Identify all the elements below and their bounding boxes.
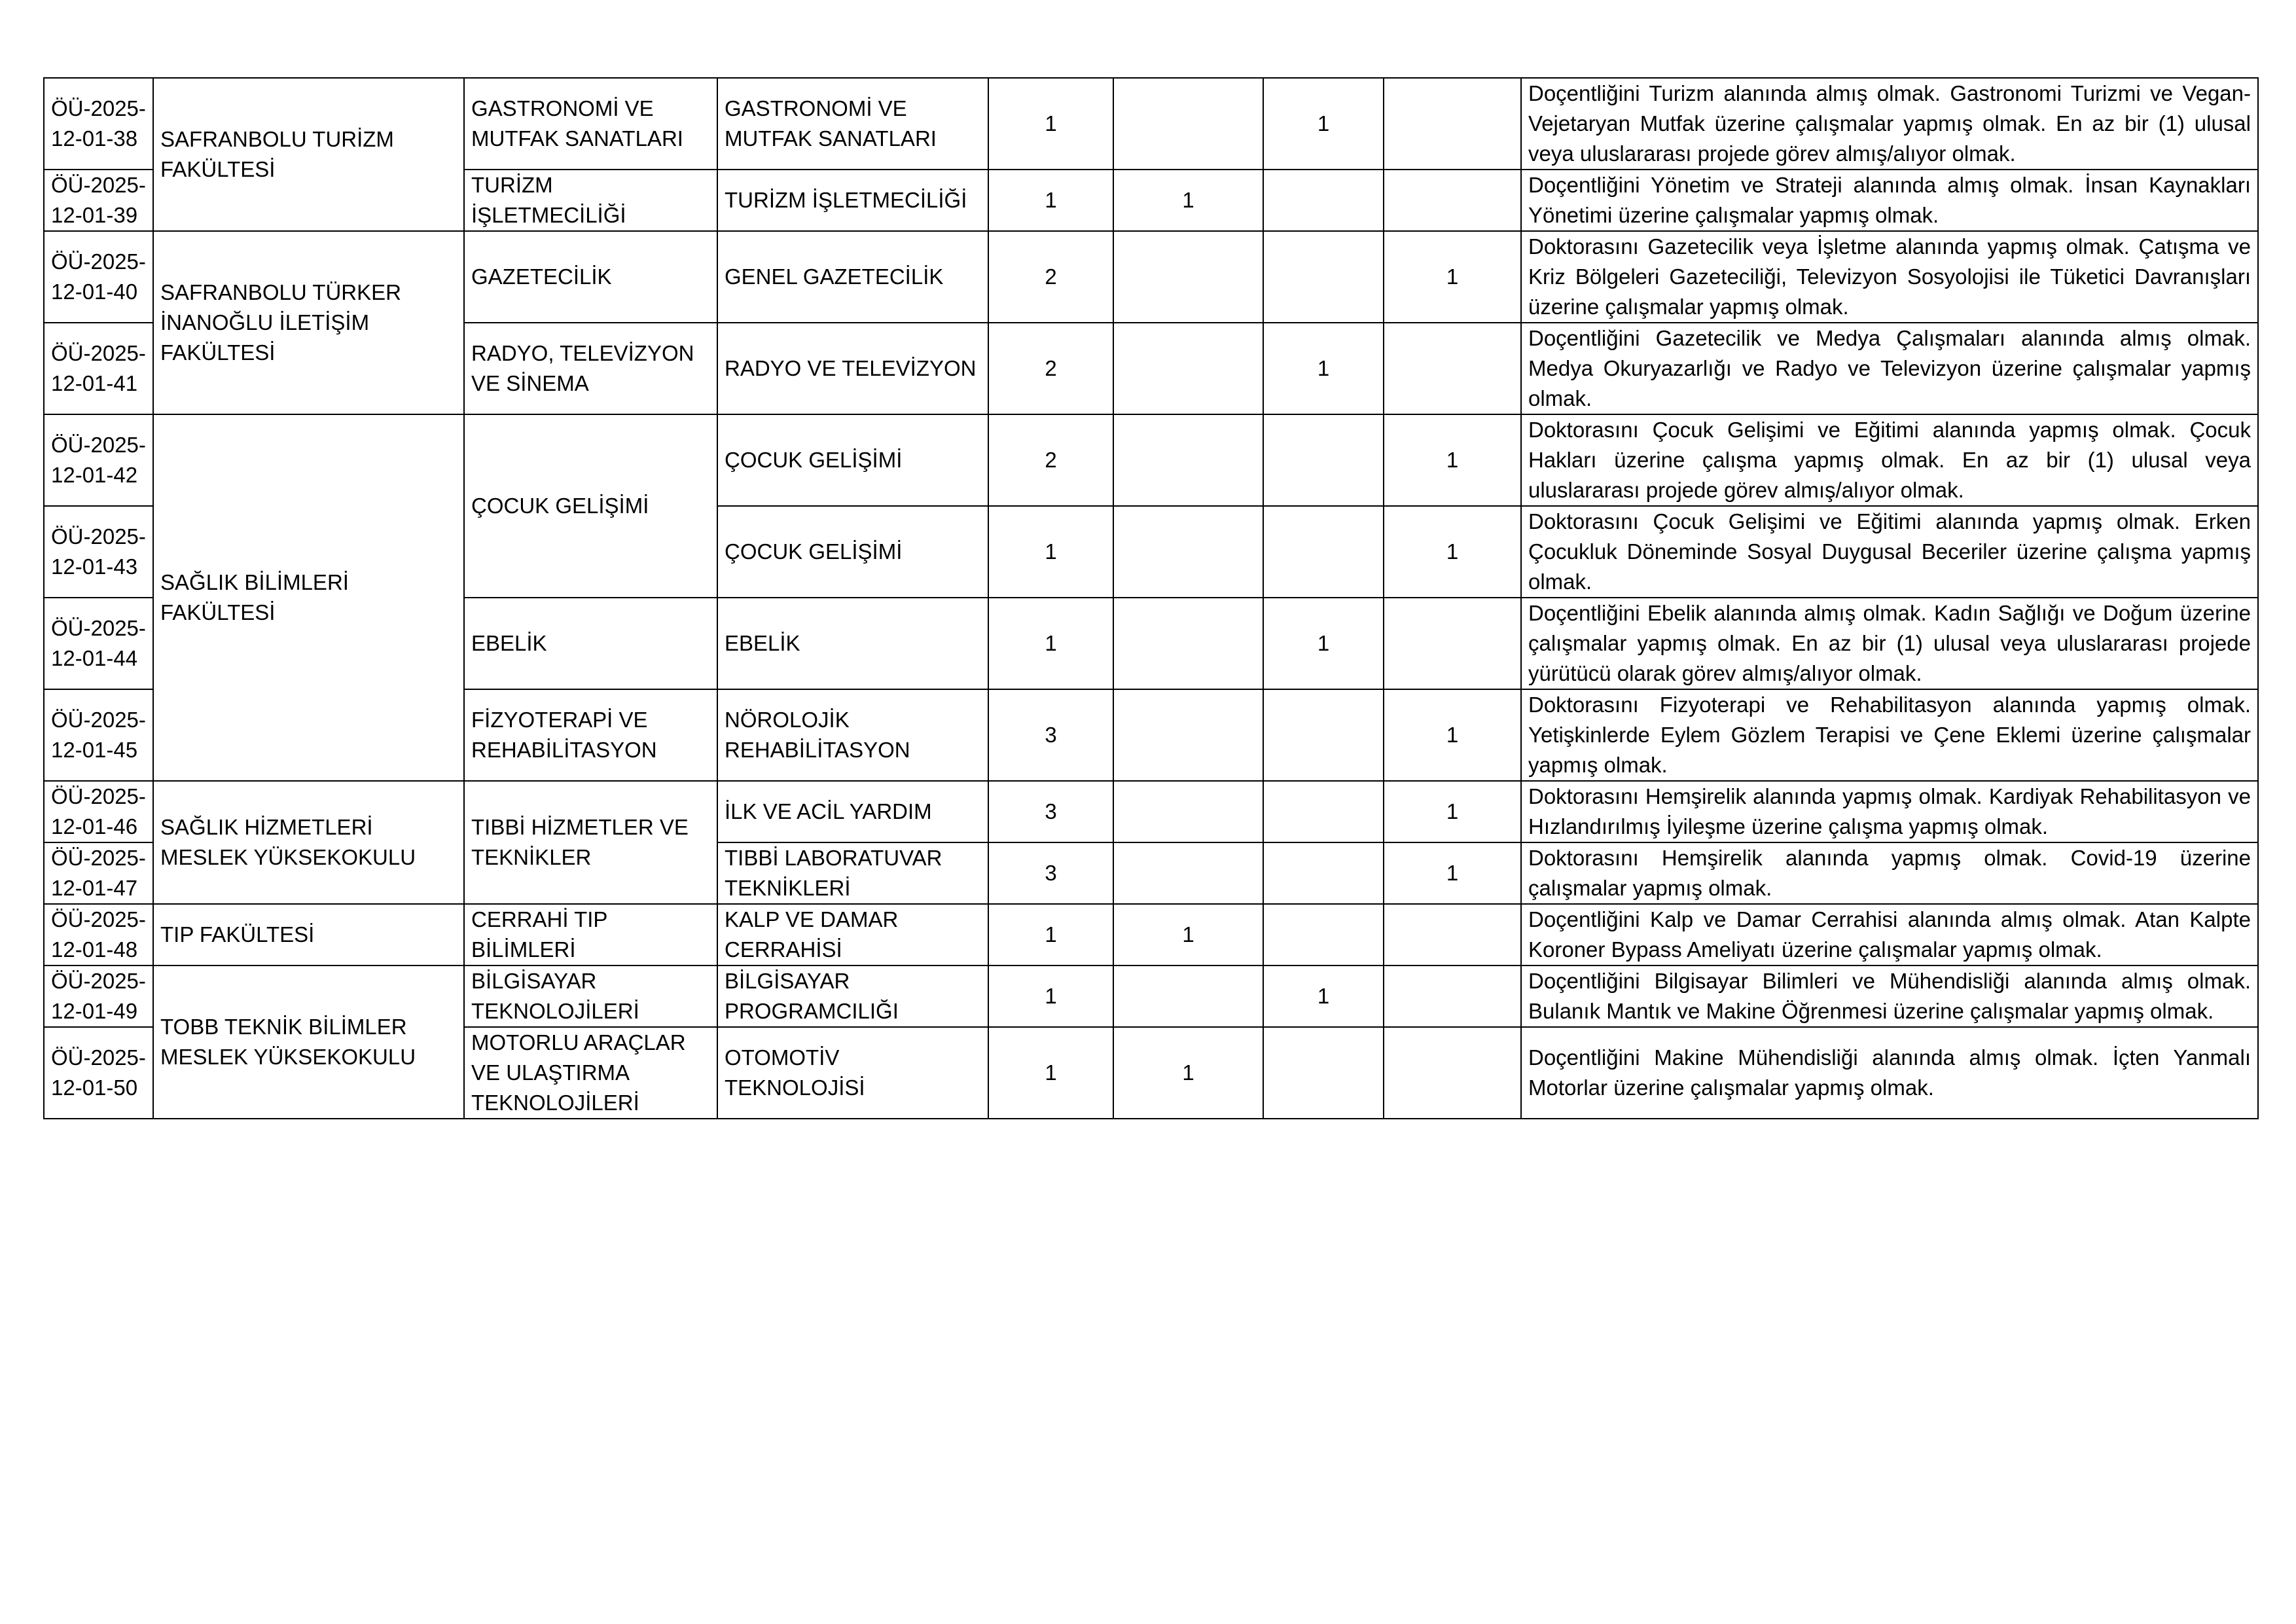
assistant-professor-count: 1 [1384, 231, 1521, 323]
assistant-professor-count: 1 [1384, 414, 1521, 506]
professor-count [1113, 689, 1263, 781]
assistant-professor-count: 1 [1384, 506, 1521, 598]
position-count: 1 [988, 965, 1113, 1027]
associate-professor-count [1263, 689, 1384, 781]
department-name: CERRAHİ TIP BİLİMLERİ [464, 904, 717, 965]
department-name: GASTRONOMİ VE MUTFAK SANATLARI [464, 78, 717, 170]
associate-professor-count: 1 [1263, 598, 1384, 689]
professor-count: 1 [1113, 170, 1263, 231]
table-row [44, 965, 2258, 1027]
ilan-code: ÖÜ-2025-12-01-40 [44, 231, 153, 323]
associate-professor-count [1263, 1027, 1384, 1119]
department-name: ÇOCUK GELİŞİMİ [464, 414, 717, 598]
program-name: BİLGİSAYAR PROGRAMCILIĞI [717, 965, 988, 1027]
ilan-code: ÖÜ-2025-12-01-50 [44, 1027, 153, 1119]
associate-professor-count [1263, 506, 1384, 598]
associate-professor-count: 1 [1263, 78, 1384, 170]
professor-count [1113, 78, 1263, 170]
requirements-text: Doktorasını Çocuk Gelişimi ve Eğitimi alanında yapmış olmak. Erken Çocukluk Döneminde Sosyal Duygusal Beceriler üzerine çalışma yapmış olmak. [1521, 506, 2258, 598]
requirements-text: Doktorasını Fizyoterapi ve Rehabilitasyon alanında yapmış olmak. Yetişkinlerde Eylem Gözlem Terapisi ve Çene Eklemi üzerine çalışmalar yapmış olmak. [1521, 689, 2258, 781]
position-count: 2 [988, 231, 1113, 323]
requirements-text: Doçentliğini Turizm alanında almış olmak. Gastronomi Turizmi ve Vegan-Vejetaryan Mutfak üzerine çalışmalar yapmış olmak. En az bir (1) ulusal veya uluslararası projede görev almış/alıyor olmak. [1521, 78, 2258, 170]
position-count: 3 [988, 842, 1113, 904]
table-row [44, 231, 2258, 323]
faculty-name: SAĞLIK HİZMETLERİ MESLEK YÜKSEKOKULU [153, 781, 464, 904]
ilan-code: ÖÜ-2025-12-01-43 [44, 506, 153, 598]
faculty-name: TIP FAKÜLTESİ [153, 904, 464, 965]
assistant-professor-count [1384, 170, 1521, 231]
requirements-text: Doçentliğini Ebelik alanında almış olmak. Kadın Sağlığı ve Doğum üzerine çalışmalar yapmış olmak. En az bir (1) ulusal veya uluslararası projede yürütücü olarak görev almış/alıyor olmak. [1521, 598, 2258, 689]
department-name: RADYO, TELEVİZYON VE SİNEMA [464, 323, 717, 414]
position-count: 1 [988, 598, 1113, 689]
requirements-text: Doktorasını Gazetecilik veya İşletme alanında yapmış olmak. Çatışma ve Kriz Bölgeleri Gazeteciliği, Televizyon Sosyolojisi ile Tüketici Davranışları üzerine çalışmalar yapmış olmak. [1521, 231, 2258, 323]
ilan-code: ÖÜ-2025-12-01-39 [44, 170, 153, 231]
faculty-name: SAFRANBOLU TURİZM FAKÜLTESİ [153, 78, 464, 231]
department-name: GAZETECİLİK [464, 231, 717, 323]
requirements-text: Doçentliğini Kalp ve Damar Cerrahisi alanında almış olmak. Atan Kalpte Koroner Bypass Ameliyatı üzerine çalışmalar yapmış olmak. [1521, 904, 2258, 965]
requirements-text: Doktorasını Hemşirelik alanında yapmış olmak. Covid-19 üzerine çalışmalar yapmış olmak. [1521, 842, 2258, 904]
assistant-professor-count [1384, 965, 1521, 1027]
program-name: TIBBİ LABORATUVAR TEKNİKLERİ [717, 842, 988, 904]
ilan-code: ÖÜ-2025-12-01-41 [44, 323, 153, 414]
program-name: KALP VE DAMAR CERRAHİSİ [717, 904, 988, 965]
faculty-name: SAFRANBOLU TÜRKER İNANOĞLU İLETİŞİM FAKÜLTESİ [153, 231, 464, 414]
ilan-code: ÖÜ-2025-12-01-46 [44, 781, 153, 842]
assistant-professor-count [1384, 1027, 1521, 1119]
associate-professor-count [1263, 170, 1384, 231]
requirements-text: Doçentliğini Gazetecilik ve Medya Çalışmaları alanında almış olmak. Medya Okuryazarlığı ve Radyo ve Televizyon üzerine çalışmalar yapmış olmak. [1521, 323, 2258, 414]
department-name: FİZYOTERAPİ VE REHABİLİTASYON [464, 689, 717, 781]
position-count: 1 [988, 506, 1113, 598]
program-name: GENEL GAZETECİLİK [717, 231, 988, 323]
ilan-code: ÖÜ-2025-12-01-42 [44, 414, 153, 506]
department-name: EBELİK [464, 598, 717, 689]
ilan-code: ÖÜ-2025-12-01-47 [44, 842, 153, 904]
professor-count [1113, 323, 1263, 414]
ilan-code: ÖÜ-2025-12-01-49 [44, 965, 153, 1027]
ilan-code: ÖÜ-2025-12-01-45 [44, 689, 153, 781]
professor-count [1113, 598, 1263, 689]
assistant-professor-count [1384, 598, 1521, 689]
professor-count: 1 [1113, 904, 1263, 965]
professor-count [1113, 781, 1263, 842]
ilan-code: ÖÜ-2025-12-01-38 [44, 78, 153, 170]
program-name: RADYO VE TELEVİZYON [717, 323, 988, 414]
table-row [44, 904, 2258, 965]
professor-count [1113, 506, 1263, 598]
associate-professor-count: 1 [1263, 323, 1384, 414]
program-name: ÇOCUK GELİŞİMİ [717, 414, 988, 506]
department-name: BİLGİSAYAR TEKNOLOJİLERİ [464, 965, 717, 1027]
assistant-professor-count: 1 [1384, 781, 1521, 842]
department-name: MOTORLU ARAÇLAR VE ULAŞTIRMA TEKNOLOJİLERİ [464, 1027, 717, 1119]
requirements-text: Doktorasını Hemşirelik alanında yapmış olmak. Kardiyak Rehabilitasyon ve Hızlandırılmış İyileşme üzerine çalışma yapmış olmak. [1521, 781, 2258, 842]
associate-professor-count [1263, 231, 1384, 323]
position-count: 2 [988, 414, 1113, 506]
position-count: 3 [988, 689, 1113, 781]
department-name: TURİZM İŞLETMECİLİĞİ [464, 170, 717, 231]
associate-professor-count [1263, 842, 1384, 904]
position-count: 1 [988, 78, 1113, 170]
position-table [43, 77, 2259, 1119]
program-name: EBELİK [717, 598, 988, 689]
requirements-text: Doçentliğini Bilgisayar Bilimleri ve Mühendisliği alanında almış olmak. Bulanık Mantık ve Makine Öğrenmesi üzerine çalışmalar yapmış olmak. [1521, 965, 2258, 1027]
table-row [44, 78, 2258, 170]
assistant-professor-count [1384, 323, 1521, 414]
position-count: 3 [988, 781, 1113, 842]
faculty-name: SAĞLIK BİLİMLERİ FAKÜLTESİ [153, 414, 464, 781]
program-name: OTOMOTİV TEKNOLOJİSİ [717, 1027, 988, 1119]
associate-professor-count [1263, 781, 1384, 842]
professor-count: 1 [1113, 1027, 1263, 1119]
assistant-professor-count: 1 [1384, 842, 1521, 904]
associate-professor-count: 1 [1263, 965, 1384, 1027]
position-count: 1 [988, 1027, 1113, 1119]
associate-professor-count [1263, 904, 1384, 965]
table-row [44, 781, 2258, 842]
assistant-professor-count: 1 [1384, 689, 1521, 781]
position-count: 2 [988, 323, 1113, 414]
faculty-name: TOBB TEKNİK BİLİMLER MESLEK YÜKSEKOKULU [153, 965, 464, 1119]
program-name: İLK VE ACİL YARDIM [717, 781, 988, 842]
requirements-text: Doçentliğini Yönetim ve Strateji alanında almış olmak. İnsan Kaynakları Yönetimi üzerine çalışmalar yapmış olmak. [1521, 170, 2258, 231]
position-count: 1 [988, 170, 1113, 231]
ilan-code: ÖÜ-2025-12-01-44 [44, 598, 153, 689]
program-name: NÖROLOJİK REHABİLİTASYON [717, 689, 988, 781]
professor-count [1113, 414, 1263, 506]
program-name: TURİZM İŞLETMECİLİĞİ [717, 170, 988, 231]
position-count: 1 [988, 904, 1113, 965]
assistant-professor-count [1384, 904, 1521, 965]
requirements-text: Doktorasını Çocuk Gelişimi ve Eğitimi alanında yapmış olmak. Çocuk Hakları üzerine çalışma yapmış olmak. En az bir (1) ulusal veya uluslararası projede görev almış/alıyor olmak. [1521, 414, 2258, 506]
requirements-text: Doçentliğini Makine Mühendisliği alanında almış olmak. İçten Yanmalı Motorlar üzerine çalışmalar yapmış olmak. [1521, 1027, 2258, 1119]
program-name: GASTRONOMİ VE MUTFAK SANATLARI [717, 78, 988, 170]
program-name: ÇOCUK GELİŞİMİ [717, 506, 988, 598]
professor-count [1113, 231, 1263, 323]
assistant-professor-count [1384, 78, 1521, 170]
professor-count [1113, 842, 1263, 904]
associate-professor-count [1263, 414, 1384, 506]
professor-count [1113, 965, 1263, 1027]
department-name: TIBBİ HİZMETLER VE TEKNİKLER [464, 781, 717, 904]
ilan-code: ÖÜ-2025-12-01-48 [44, 904, 153, 965]
table-row [44, 414, 2258, 506]
